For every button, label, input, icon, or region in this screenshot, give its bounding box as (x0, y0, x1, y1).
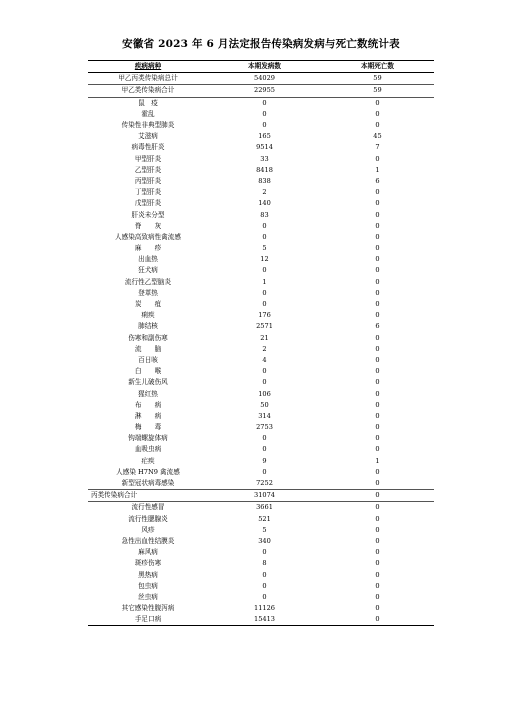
cases-cell: 9 (262, 456, 267, 465)
table-body (88, 73, 434, 626)
table-row (88, 592, 434, 603)
table-row (88, 198, 434, 209)
table-row (88, 411, 434, 422)
disease-name-cell: 鼠 疫 (138, 98, 158, 107)
table-row (88, 243, 434, 254)
table-row (88, 73, 434, 85)
deaths-cell: 0 (375, 514, 380, 523)
cases-cell: 3661 (256, 503, 273, 512)
deaths-cell: 0 (375, 503, 380, 512)
deaths-cell: 0 (375, 525, 380, 534)
table-row (88, 221, 434, 232)
deaths-cell: 0 (321, 614, 434, 626)
deaths-cell: 0 (375, 311, 380, 320)
disease-name-cell: 手足口病 (88, 614, 208, 626)
table-row (88, 536, 434, 547)
cases-cell: 9514 (256, 143, 273, 152)
table-row (88, 120, 434, 131)
deaths-cell: 0 (375, 445, 380, 454)
table-header-row (88, 61, 434, 73)
disease-name-cell: 丙型肝炎 (134, 176, 162, 185)
cases-cell: 2 (262, 188, 267, 197)
table-row (88, 97, 434, 109)
deaths-cell: 0 (375, 232, 380, 241)
cases-cell: 21 (260, 333, 269, 342)
deaths-cell: 0 (375, 300, 380, 309)
table-row (88, 400, 434, 411)
table-row (88, 187, 434, 198)
disease-name-cell: 霍乱 (141, 109, 155, 118)
disease-name-cell: 黑热病 (138, 570, 158, 579)
table-row (88, 277, 434, 288)
deaths-cell: 0 (375, 389, 380, 398)
disease-name-cell: 乙型肝炎 (134, 165, 162, 174)
disease-name-cell: 包虫病 (138, 581, 158, 590)
deaths-cell: 0 (375, 244, 380, 253)
cases-cell: 0 (262, 378, 267, 387)
cases-cell: 0 (262, 434, 267, 443)
deaths-cell: 0 (375, 266, 380, 275)
cases-cell: 5 (262, 525, 267, 534)
deaths-cell: 6 (375, 176, 380, 185)
cases-cell: 340 (258, 536, 271, 545)
disease-name-cell: 炭 疽 (134, 300, 162, 309)
disease-name-cell: 疟疾 (141, 456, 155, 465)
cases-cell: 83 (260, 210, 269, 219)
table-row (88, 232, 434, 243)
deaths-cell: 7 (375, 143, 380, 152)
deaths-cell: 0 (375, 121, 380, 130)
table-row (88, 310, 434, 321)
deaths-cell: 0 (375, 536, 380, 545)
cases-cell: 0 (262, 445, 267, 454)
table-row (88, 209, 434, 220)
cases-cell: 176 (258, 311, 271, 320)
disease-name-cell: 丁型肝炎 (134, 188, 162, 197)
table-row (88, 478, 434, 490)
table-row (88, 603, 434, 614)
table-row (88, 614, 434, 626)
table-row (88, 444, 434, 455)
deaths-cell: 0 (375, 188, 380, 197)
disease-name-cell: 脊 灰 (134, 221, 162, 230)
disease-name-cell: 人感染 H7N9 禽流感 (116, 467, 180, 476)
cases-cell: 2 (262, 344, 267, 353)
deaths-cell: 0 (375, 355, 380, 364)
table-row (88, 490, 434, 502)
cases-cell: 838 (258, 176, 271, 185)
disease-name-cell: 丙类传染病合计 (88, 490, 208, 502)
disease-name-cell: 猩红热 (138, 389, 158, 398)
table-row (88, 467, 434, 478)
cases-cell: 140 (258, 199, 271, 208)
deaths-cell: 0 (375, 467, 380, 476)
deaths-cell: 0 (375, 604, 380, 613)
disease-name-cell: 登革热 (138, 288, 158, 297)
disease-name-cell: 丝虫病 (138, 592, 158, 601)
disease-name-cell: 布 病 (134, 400, 162, 409)
page-title: 安徽省 2023 年 6 月法定报告传染病发病与死亡数统计表 (122, 38, 400, 50)
table-row (88, 176, 434, 187)
cases-cell: 50 (260, 400, 269, 409)
deaths-cell: 0 (375, 581, 380, 590)
disease-name-cell: 其它感染性腹泻病 (121, 604, 175, 613)
table-row (88, 547, 434, 558)
cases-cell: 2571 (256, 322, 273, 331)
disease-name-cell: 麻 疹 (134, 244, 162, 253)
cases-cell: 521 (258, 514, 271, 523)
disease-name-cell: 钩端螺旋体病 (128, 434, 168, 443)
deaths-cell: 0 (375, 570, 380, 579)
deaths-cell: 0 (375, 592, 380, 601)
cases-cell: 7252 (256, 479, 273, 488)
disease-name-cell: 血吸虫病 (134, 445, 162, 454)
deaths-cell: 0 (375, 277, 380, 286)
disease-name-cell: 梅 毒 (134, 423, 162, 432)
cases-cell: 8418 (256, 165, 273, 174)
cases-cell: 1 (262, 277, 267, 286)
deaths-cell: 0 (375, 400, 380, 409)
cases-cell: 0 (262, 300, 267, 309)
disease-name-cell: 急性出血性结膜炎 (121, 536, 175, 545)
disease-name-cell: 白 喉 (134, 367, 162, 376)
disease-name-cell: 百日咳 (138, 355, 158, 364)
deaths-cell: 0 (375, 411, 380, 420)
deaths-cell: 0 (375, 154, 380, 163)
table-row (88, 569, 434, 580)
cases-cell: 54029 (208, 73, 321, 85)
disease-name-cell: 出血热 (138, 255, 158, 264)
deaths-cell: 0 (375, 367, 380, 376)
table-row (88, 433, 434, 444)
table-row (88, 525, 434, 536)
table-row (88, 558, 434, 569)
disease-name-cell: 戊型肝炎 (134, 199, 162, 208)
table-row (88, 355, 434, 366)
deaths-cell: 0 (375, 288, 380, 297)
deaths-cell: 1 (375, 165, 380, 174)
deaths-cell: 0 (375, 434, 380, 443)
deaths-cell: 0 (375, 423, 380, 432)
cases-cell: 0 (262, 288, 267, 297)
cases-cell: 106 (258, 389, 271, 398)
table-row (88, 109, 434, 120)
cases-cell: 0 (262, 221, 267, 230)
cases-cell: 165 (258, 132, 271, 141)
disease-name-cell: 新型冠状病毒感染 (121, 479, 175, 488)
disease-name-cell: 人感染高致病性禽流感 (115, 232, 181, 241)
table-row (88, 131, 434, 142)
disease-name-cell: 病毒性肝炎 (131, 143, 165, 152)
disease-name-cell: 流 脑 (134, 344, 162, 353)
deaths-cell: 59 (321, 85, 434, 97)
deaths-cell: 0 (375, 479, 380, 488)
header-disease-type: 疾病病种 (88, 61, 208, 73)
disease-name-cell: 斑疹伤寒 (134, 559, 162, 568)
disease-name-cell: 甲型肝炎 (134, 154, 162, 163)
table-row (88, 377, 434, 388)
table-row (88, 388, 434, 399)
table-row (88, 581, 434, 592)
table-row (88, 299, 434, 310)
deaths-cell: 59 (321, 73, 434, 85)
cases-cell: 33 (260, 154, 269, 163)
cases-cell: 0 (262, 121, 267, 130)
disease-name-cell: 流行性乙型脑炎 (124, 277, 172, 286)
table-row (88, 422, 434, 433)
deaths-cell: 0 (375, 98, 380, 107)
table-row (88, 456, 434, 467)
deaths-cell: 0 (375, 548, 380, 557)
cases-cell: 2753 (256, 423, 273, 432)
cases-cell: 0 (262, 592, 267, 601)
cases-cell: 0 (262, 548, 267, 557)
disease-name-cell: 麻风病 (138, 548, 158, 557)
deaths-cell: 0 (321, 490, 434, 502)
disease-name-cell: 流行性感冒 (131, 503, 165, 512)
cases-cell: 11126 (254, 604, 275, 613)
table-row (88, 514, 434, 525)
header-deaths: 本期死亡数 (321, 61, 434, 73)
cases-cell: 15413 (208, 614, 321, 626)
table-row (88, 288, 434, 299)
cases-cell: 314 (258, 411, 271, 420)
disease-name-cell: 甲乙类传染病合计 (88, 85, 208, 97)
cases-cell: 0 (262, 581, 267, 590)
disease-name-cell: 风疹 (141, 525, 155, 534)
deaths-cell: 0 (375, 378, 380, 387)
disease-name-cell: 狂犬病 (138, 266, 158, 275)
deaths-cell: 0 (375, 199, 380, 208)
disease-name-cell: 伤寒和副伤寒 (128, 333, 168, 342)
table-row (88, 154, 434, 165)
cases-cell: 22955 (208, 85, 321, 97)
table-row (88, 165, 434, 176)
cases-cell: 12 (260, 255, 269, 264)
deaths-cell: 0 (375, 210, 380, 219)
disease-name-cell: 肝炎未分型 (131, 210, 165, 219)
table-row (88, 254, 434, 265)
disease-name-cell: 传染性非典型肺炎 (121, 121, 175, 130)
table-row (88, 502, 434, 514)
deaths-cell: 0 (375, 255, 380, 264)
cases-cell: 0 (262, 232, 267, 241)
disease-name-cell: 艾滋病 (138, 132, 158, 141)
deaths-cell: 1 (375, 456, 380, 465)
cases-cell: 0 (262, 109, 267, 118)
disease-name-cell: 痢疾 (141, 311, 155, 320)
table-row (88, 333, 434, 344)
table-row (88, 85, 434, 97)
cases-cell: 8 (262, 559, 267, 568)
disease-name-cell: 流行性腮腺炎 (128, 514, 168, 523)
table-row (88, 344, 434, 355)
cases-cell: 5 (262, 244, 267, 253)
deaths-cell: 0 (375, 559, 380, 568)
table-row (88, 265, 434, 276)
deaths-cell: 0 (375, 221, 380, 230)
cases-cell: 31074 (208, 490, 321, 502)
disease-name-cell: 肺结核 (138, 322, 158, 331)
deaths-cell: 6 (375, 322, 380, 331)
table-row (88, 142, 434, 153)
cases-cell: 0 (262, 98, 267, 107)
table-row (88, 321, 434, 332)
header-cases: 本期发病数 (208, 61, 321, 73)
cases-cell: 0 (262, 467, 267, 476)
disease-name-cell: 新生儿破伤风 (128, 378, 168, 387)
disease-statistics-table (88, 60, 434, 626)
cases-cell: 0 (262, 570, 267, 579)
cases-cell: 0 (262, 266, 267, 275)
deaths-cell: 0 (375, 344, 380, 353)
disease-name-cell: 淋 病 (134, 411, 162, 420)
table-row (88, 366, 434, 377)
cases-cell: 0 (262, 367, 267, 376)
disease-name-cell: 甲乙丙类传染病总计 (88, 73, 208, 85)
deaths-cell: 0 (375, 333, 380, 342)
cases-cell: 4 (262, 355, 267, 364)
deaths-cell: 0 (375, 109, 380, 118)
deaths-cell: 45 (373, 132, 382, 141)
